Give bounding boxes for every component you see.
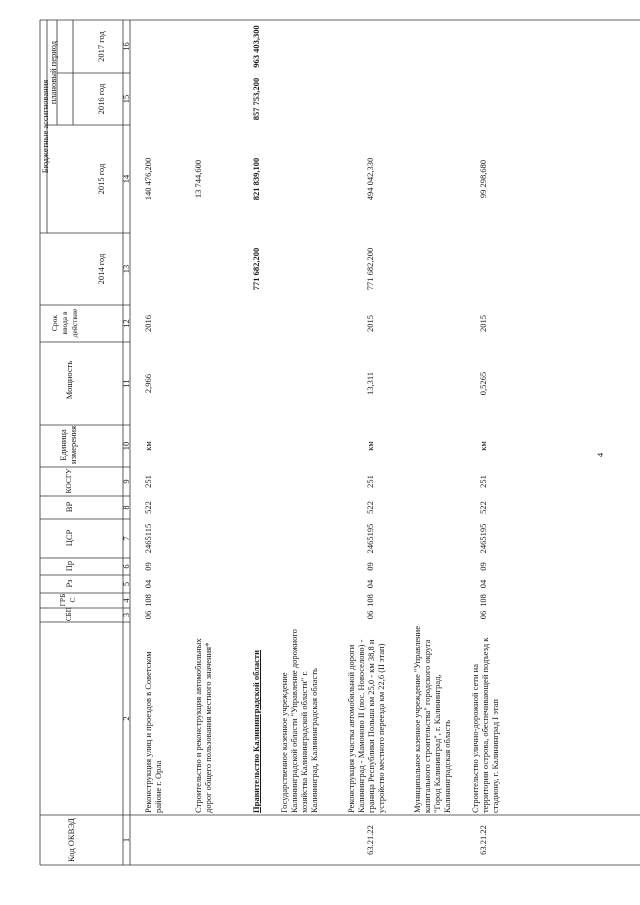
row3-name: Правительство Калининградской области [251, 650, 261, 813]
row3-2014: 771 682,200 [251, 247, 261, 291]
header-csr: ЦСР [64, 529, 74, 547]
row2-name: Строительство и реконструкция автомобильных дорог общего пользования местного значения* [193, 638, 213, 813]
header-kosgu: КОСГУ [64, 468, 73, 494]
row5-unit: км [365, 441, 375, 451]
row5-power: 13,311 [365, 371, 375, 396]
row7-okved: 63.21.22 [478, 825, 488, 855]
header-2015: 2015 год [96, 163, 106, 195]
row2-2015: 13 744,600 [193, 159, 203, 199]
row7-name: Строительство улично-дорожной сети на территории острова, обеспечивающей подъезд к стадиону, г. Калининград I этап [470, 637, 500, 813]
row5-2015: 494 042,330 [365, 157, 375, 201]
row1-pr: 09 [143, 562, 153, 571]
col-number: 2 [121, 716, 131, 721]
row1-power: 2,966 [143, 373, 153, 394]
row5-pr: 09 [365, 562, 375, 571]
header-2017: 2017 год [96, 31, 106, 62]
row1-unit: км [143, 441, 153, 451]
row1-name: Реконструкция улиц и проездов в Советском районе г. Орла [143, 651, 163, 813]
row7-power: 0,5265 [478, 371, 488, 396]
row5-sbp: 06 [365, 610, 375, 620]
row5-2014: 771 682,200 [365, 247, 375, 291]
col-number: 16 [121, 42, 131, 51]
row7-sbp: 06 [478, 610, 488, 620]
header-vr: ВР [64, 501, 74, 513]
col-number: 11 [121, 379, 131, 388]
header-sbp: СБП [65, 607, 73, 621]
row7-unit: км [478, 441, 488, 451]
header-grbs: ГРБ С [58, 593, 77, 607]
row1-grbs: 108 [143, 594, 153, 607]
row1-2015: 140 476,200 [143, 157, 153, 201]
row1-sbp: 06 [143, 610, 153, 620]
col-number: 5 [121, 581, 131, 587]
row6-name: Муниципальное казенное учреждение "Управление капитального строительства" городского округа "Город Калининград", г. Калининград, Калининградская область [412, 626, 452, 813]
col-number: 4 [121, 598, 131, 603]
row1-kosgu: 251 [143, 475, 153, 488]
row7-pr: 09 [478, 562, 488, 571]
row5-csr: 2465195 [365, 523, 375, 554]
row5-term: 2015 [365, 315, 375, 332]
header-2014: 2014 год [96, 253, 106, 285]
row7-grbs: 108 [478, 594, 488, 607]
header-plan-period: плановый период [48, 40, 58, 105]
row7-2015: 99 298,680 [478, 159, 488, 199]
header-okved: Код ОКВЭД [66, 818, 76, 862]
header-pr: Пр [64, 560, 74, 572]
row7-rz: 04 [478, 579, 488, 589]
row1-csr: 2465115 [143, 523, 153, 554]
col-number: 12 [121, 319, 131, 328]
col-number: 15 [121, 94, 131, 104]
col-number: 14 [121, 174, 131, 184]
header-2016: 2016 год [96, 83, 106, 115]
row1-term: 2016 [143, 315, 153, 332]
col-number: 8 [121, 505, 131, 510]
row7-vr: 522 [478, 501, 488, 514]
page-number: 4 [595, 452, 605, 458]
header-unit: Единица измерения [58, 426, 78, 464]
row3-2015: 821 839,100 [251, 157, 261, 201]
row7-term: 2015 [478, 315, 488, 332]
row4-name: Государственное казенное учреждение Калининградской области "Управление дорожного хозяйства Калининградской области" г. Калининград, Калининградская область [279, 629, 319, 813]
col-number: 10 [121, 441, 131, 451]
row5-grbs: 108 [365, 594, 375, 607]
header-power: Мощность [64, 360, 74, 400]
row5-rz: 04 [365, 579, 375, 589]
row5-name: Реконструкция участка автомобильной дороги Калининград - Мамоново II (пос. Новоселово) - граница Республики Польша км 25,0 - км 38,8 и устройство местного переезда км 22,6 (II этап) [346, 639, 386, 813]
row5-kosgu: 251 [365, 475, 375, 488]
header-rz: Рз [64, 579, 74, 588]
col-number: 13 [121, 264, 131, 274]
row5-okved: 63.21.22 [365, 825, 375, 855]
row1-vr: 522 [143, 501, 153, 514]
col-number: 7 [121, 536, 131, 541]
row3-2016: 857 753,200 [251, 77, 261, 121]
row7-csr: 2465195 [478, 523, 488, 554]
row7-kosgu: 251 [478, 475, 488, 488]
row5-vr: 522 [365, 501, 375, 514]
header-term: Срок ввода в действие [50, 308, 79, 338]
col-number: 3 [121, 612, 131, 618]
row3-2017: 963 403,300 [251, 25, 261, 68]
col-number: 9 [121, 479, 131, 484]
col-number: 6 [121, 564, 131, 569]
col-number: 1 [121, 837, 131, 843]
row1-rz: 04 [143, 579, 153, 589]
header-budget: Бюджетные ассигнования [40, 79, 50, 174]
